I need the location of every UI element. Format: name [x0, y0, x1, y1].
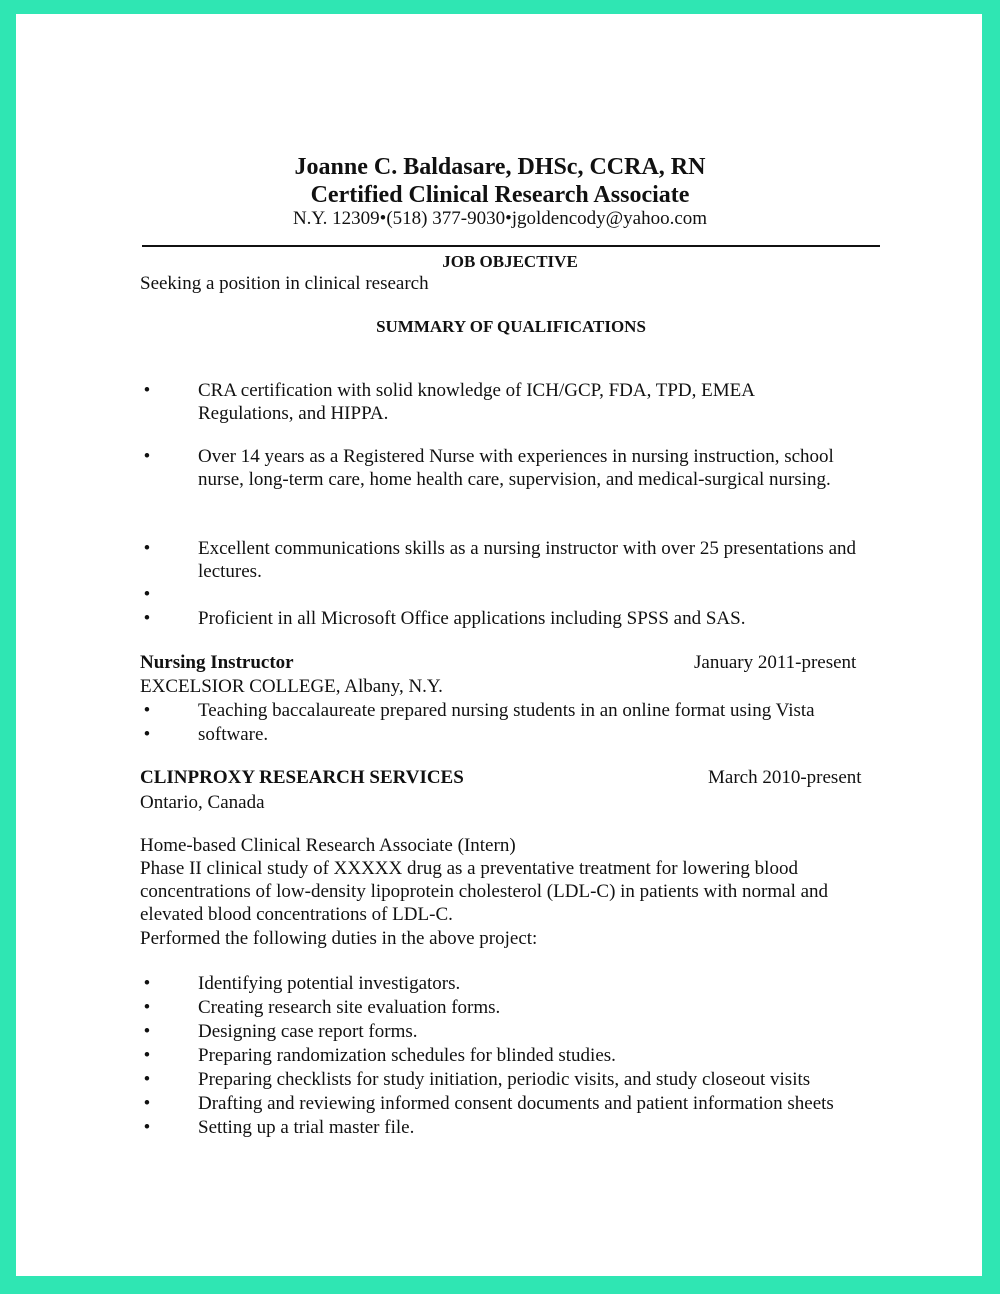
bullet-icon: •	[143, 1045, 151, 1066]
qualification-text: Proficient in all Microsoft Office applications including SPSS and SAS.	[198, 608, 746, 629]
list-item	[140, 379, 900, 425]
duties-intro: Performed the following duties in the above project:	[140, 928, 538, 949]
bullet-icon: •	[143, 724, 151, 745]
bullet-icon: •	[143, 608, 151, 629]
bullet-icon: •	[143, 1093, 151, 1114]
list-item	[140, 1092, 900, 1115]
list-item	[140, 537, 900, 583]
list-item	[140, 972, 900, 995]
bullet-icon: •	[143, 973, 151, 994]
bullet-icon: •	[143, 380, 151, 401]
job-employer: EXCELSIOR COLLEGE, Albany, N.Y.	[140, 676, 443, 697]
job-employer-heading: CLINPROXY RESEARCH SERVICES	[140, 767, 464, 788]
contact-line: N.Y. 12309•(518) 377-9030•jgoldencody@yahoo.com	[292, 208, 708, 229]
job-role: Home-based Clinical Research Associate (Intern)	[140, 835, 516, 856]
duty-text: Designing case report forms.	[198, 1021, 418, 1042]
duty-text: Setting up a trial master file.	[198, 1117, 415, 1138]
bullet-icon: •	[143, 1069, 151, 1090]
list-item	[140, 583, 900, 606]
job-duty-text: Teaching baccalaureate prepared nursing students in an online format using Vista	[198, 700, 815, 721]
list-item	[140, 996, 900, 1019]
list-item	[140, 607, 900, 630]
bullet-icon: •	[143, 700, 151, 721]
bullet-icon: •	[143, 538, 151, 559]
qualification-text: Excellent communications skills as a nursing instructor with over 25 presentations and lectures.	[198, 538, 857, 582]
duty-text: Identifying potential investigators.	[198, 973, 461, 994]
objective-heading: JOB OBJECTIVE	[442, 252, 578, 271]
qualification-text: CRA certification with solid knowledge of ICH/GCP, FDA, TPD, EMEA Regulations, and HIPPA.	[198, 380, 754, 424]
job-description-line: concentrations of low-density lipoprotein cholesterol (LDL-C) in patients with normal and	[140, 881, 829, 902]
summary-heading: SUMMARY OF QUALIFICATIONS	[376, 317, 646, 336]
job-description-line: elevated blood concentrations of LDL-C.	[140, 904, 453, 925]
job-location: Ontario, Canada	[140, 792, 265, 813]
duty-text: Preparing checklists for study initiation, periodic visits, and study closeout visits	[198, 1069, 811, 1090]
bullet-icon: •	[143, 584, 151, 605]
list-item	[140, 1020, 900, 1043]
list-item	[140, 699, 900, 722]
bullet-icon: •	[143, 997, 151, 1018]
header-divider	[142, 245, 880, 247]
job-dates: January 2011-present	[694, 652, 857, 673]
bullet-icon: •	[143, 1117, 151, 1138]
objective-text: Seeking a position in clinical research	[140, 273, 429, 294]
bullet-icon: •	[143, 1021, 151, 1042]
duty-text: Drafting and reviewing informed consent documents and patient information sheets	[198, 1093, 834, 1114]
duty-text: Creating research site evaluation forms.	[198, 997, 501, 1018]
duty-text: Preparing randomization schedules for blinded studies.	[198, 1045, 616, 1066]
list-item	[140, 723, 900, 746]
job-duty-text: software.	[198, 724, 269, 745]
list-item	[140, 1116, 900, 1139]
job-role: Nursing Instructor	[140, 652, 294, 673]
list-item	[140, 445, 900, 491]
qualification-text: Over 14 years as a Registered Nurse with experiences in nursing instruction, school nurse, long-term care, home health care, supervision, and medical-surgical nursing.	[198, 446, 834, 490]
job-dates: March 2010-present	[708, 767, 862, 788]
bullet-icon: •	[143, 446, 151, 467]
list-item	[140, 1044, 900, 1067]
list-item	[140, 1068, 900, 1091]
job-description-line: Phase II clinical study of XXXXX drug as a preventative treatment for lowering blood	[140, 858, 798, 879]
candidate-name: Joanne C. Baldasare, DHSc, CCRA, RN	[294, 154, 706, 180]
candidate-title: Certified Clinical Research Associate	[310, 182, 690, 208]
